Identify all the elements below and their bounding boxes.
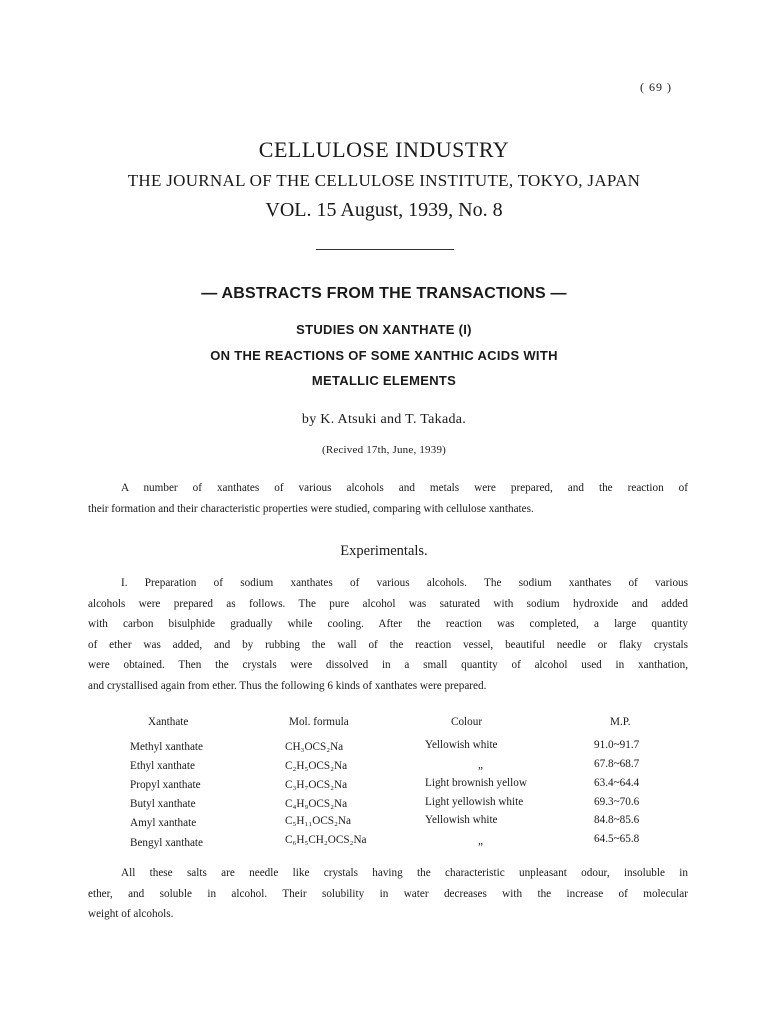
table-cell-colour: „ — [478, 759, 483, 771]
table-cell-formula: C₄H₉OCS₂Na — [285, 798, 348, 810]
table-header-mp: M.P. — [610, 716, 631, 728]
table-cell-mp: 63.4~64.4 — [594, 777, 640, 789]
table-cell-colour: Light yellowish white — [425, 796, 524, 808]
table-cell-colour: „ — [478, 835, 483, 847]
text-line: and crystallised again from ether. Thus the following 6 kinds of xanthates were prepared. — [88, 679, 487, 692]
text-line: All these salts are needle like crystals having the characteristic unpleasant odour, insoluble in — [121, 867, 688, 879]
page-number: ( 69 ) — [640, 80, 672, 94]
text-line: were obtained. Then the crystals were dissolved in a small quantity of alcohol used in xanthation, — [88, 659, 688, 671]
article-title-line: ON THE REACTIONS OF SOME XANTHIC ACIDS WITH — [210, 348, 558, 363]
article-title-line: METALLIC ELEMENTS — [311, 373, 457, 388]
table-cell-formula: C₂H₅OCS₂Na — [285, 760, 348, 772]
article-title-line: STUDIES ON XANTHATE (I) — [296, 322, 472, 337]
table-cell-colour: Yellowish white — [425, 739, 498, 751]
table-cell-xanthate: Butyl xanthate — [130, 798, 196, 810]
table-header-colour: Colour — [451, 716, 483, 728]
intro-paragraph — [88, 478, 688, 519]
table-cell-mp: 67.8~68.7 — [594, 758, 640, 770]
text-line: ether, and soluble in alcohol. Their solubility in water decreases with the increase of molecular — [88, 887, 688, 900]
table-cell-colour: Light brownish yellow — [425, 777, 527, 789]
experimentals-heading: Experimentals. — [340, 543, 428, 559]
header-rule — [316, 249, 454, 250]
table-cell-xanthate: Bengyl xanthate — [130, 837, 204, 849]
text-line: A number of xanthates of various alcohols and metals were prepared, and the reaction of — [121, 482, 688, 494]
text-line: with carbon bisulphide gradually while cooling. After the reaction was completed, a large quantity — [88, 618, 688, 630]
text-line: weight of alcohols. — [88, 908, 174, 920]
table-cell-formula: C₆H₅CH₂OCS₂Na — [285, 834, 367, 846]
received-date: (Recived 17th, June, 1939) — [321, 444, 447, 456]
text-line: of ether was added, and by rubbing the wall of the reaction vessel, beautiful needle or flaky crystals — [88, 638, 688, 651]
table-header-formula: Mol. formula — [289, 716, 349, 728]
table-cell-formula: C₅H₁₁OCS₂Na — [285, 815, 351, 827]
journal-volume: VOL. 15 August, 1939, No. 8 — [265, 199, 503, 221]
table-cell-mp: 91.0~91.7 — [594, 739, 640, 751]
table-cell-xanthate: Propyl xanthate — [130, 779, 201, 791]
table-header-xanthate: Xanthate — [148, 716, 189, 728]
section1-paragraph — [88, 573, 688, 696]
conclusion-paragraph — [88, 863, 688, 925]
text-line: their formation and their characteristic properties were studied, comparing with cellulose xanthates. — [88, 502, 534, 515]
journal-title: CELLULOSE INDUSTRY — [258, 137, 510, 162]
table-cell-colour: Yellowish white — [425, 814, 498, 826]
table-cell-xanthate: Ethyl xanthate — [130, 760, 195, 772]
text-line: I. Preparation of sodium xanthates of various alcohols. The sodium xanthates of various — [121, 577, 688, 589]
table-cell-xanthate: Amyl xanthate — [130, 817, 197, 829]
article-authors: by K. Atsuki and T. Takada. — [301, 412, 467, 427]
table-cell-formula: C₃H₇OCS₂Na — [285, 779, 348, 791]
table-cell-xanthate: Methyl xanthate — [130, 741, 204, 753]
table-cell-formula: CH₃OCS₂Na — [285, 741, 344, 753]
journal-subtitle: THE JOURNAL OF THE CELLULOSE INSTITUTE, TOKYO, JAPAN — [127, 171, 641, 190]
text-line: alcohols were prepared as follows. The pure alcohol was saturated with sodium hydroxide and added — [88, 597, 688, 610]
table-cell-mp: 64.5~65.8 — [594, 833, 640, 845]
table-cell-mp: 69.3~70.6 — [594, 796, 640, 808]
section-heading: — ABSTRACTS FROM THE TRANSACTIONS — — [201, 285, 567, 302]
table-cell-mp: 84.8~85.6 — [594, 814, 640, 826]
